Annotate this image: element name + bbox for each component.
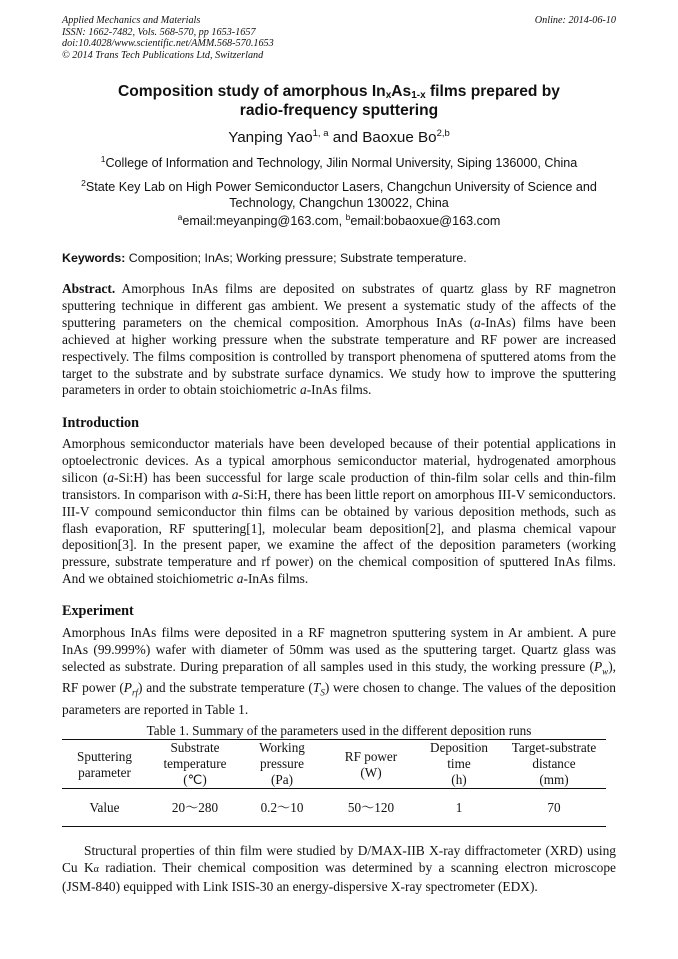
journal-doi[interactable]: doi:10.4028/www.scientific.net/AMM.568-570.1653	[62, 38, 274, 50]
section-heading-experiment: Experiment	[62, 603, 134, 619]
author-list: Yanping Yao$^{1, a}$ and Baoxue Bo$^{2,b}$	[228, 128, 450, 146]
email-link[interactable]: email:meyanping@163.com,	[182, 214, 346, 228]
table-header-cell: Substrate temperature (℃)	[163, 740, 227, 787]
paper-title	[62, 82, 616, 120]
journal-header	[62, 15, 274, 61]
author-affiliation-mark: 2,b	[436, 128, 450, 139]
abstract: Abstract. Amorphous InAs films are deposited on substrates of quartz glass by RF magnetron sputtering technique in different gas ambient. We present a systematic study of the affects of the sputtering parameters on the chemical composition. Amorphous InAs (a-InAs) films have been achieved at higher working pressure when the substrate temperature and RF power are increased respectively. The films composition is controlled by transport phenomena of sputtered atoms from the target to the substrate and by substrate surface dynamics. We study how to improve the sputtering parameters in order to obtain stoichiometric a-InAs films.	[62, 281, 616, 398]
experiment-paragraph: Amorphous InAs films were deposited in a RF magnetron sputtering system in Ar ambient. A pure InAs (99.999%) wafer with diameter of 50mm was used as the sputtering target. Quartz glass was selected as substrate. During preparation of all samples used in this study, the working pressure $(P_w)$, RF power $(P_{rf})$ and the substrate temperature $(T_S)$ were chosen to change. The values of the deposition parameters are reported in Table 1.	[62, 625, 616, 717]
table-bottom-rule	[62, 826, 606, 827]
table-cell: 70	[547, 800, 561, 815]
affiliation-1: $^1$College of Information and Technology, Jilin Normal University, Siping 136000, China	[100, 154, 578, 170]
journal-copyright: © 2014 Trans Tech Publications Ltd, Switzerland	[62, 49, 264, 61]
table-header-cell: RF power (W)	[344, 749, 398, 780]
author-name: Yanping Yao	[228, 129, 313, 146]
online-date: Online: 2014-06-10	[534, 15, 616, 26]
table-header-rule	[62, 788, 606, 789]
journal-name: Applied Mechanics and Materials	[62, 15, 201, 26]
table-header-cell: Deposition time (h)	[430, 740, 488, 787]
table-cell: Value	[89, 800, 120, 815]
title-line-1: Composition study of amorphous $In_xAs_{1-x}$ films prepared by	[118, 83, 560, 101]
keywords-label: Keywords:	[62, 251, 126, 265]
alpha-symbol: α	[93, 863, 99, 875]
author-emails: $^a$email:meyanping@163.com, $^b$email:bobaoxue@163.com	[177, 212, 501, 228]
author-name: Baoxue Bo	[362, 129, 437, 146]
keywords	[62, 251, 616, 266]
email-link[interactable]: email:bobaoxue@163.com	[350, 214, 501, 228]
title-line-2: radio-frequency sputtering	[239, 102, 439, 119]
table-cell: 50～120	[347, 800, 395, 815]
table-cell: 0.2～10	[260, 800, 304, 815]
table-cell: 20～280	[171, 800, 219, 815]
keywords-text: Composition; InAs; Working pressure; Substrate temperature.	[125, 251, 467, 265]
author-affiliation-mark: 1, a	[312, 128, 329, 139]
table-cell: 1	[455, 800, 463, 815]
abstract-label: Abstract.	[62, 281, 116, 296]
affiliation-2: $^2$State Key Lab on High Power Semiconductor Lasers, Changchun University of Science and Technology, Changchun 130022, China	[81, 178, 597, 210]
journal-issn: ISSN: 1662-7482, Vols. 568-570, pp 1653-1657	[62, 26, 256, 38]
table-caption: Table 1. Summary of the parameters used in the different deposition runs	[146, 723, 532, 738]
section-heading-introduction: Introduction	[62, 415, 139, 431]
parameters-table	[62, 738, 606, 828]
table-header-cell: Target-substrate distance (mm)	[511, 740, 597, 787]
characterization-paragraph: Structural properties of thin film were studied by D/MAX-IIB X-ray diffractometer (XRD) using Cu Kα radiation. Their chemical composition was determined by a scanning electron microscope (JSM-840) equipped with Link ISIS-30 an energy-dispersive X-ray spectrometer (EDX).	[62, 843, 616, 894]
table-header-cell: Sputtering parameter	[77, 749, 132, 780]
introduction-paragraph: Amorphous semiconductor materials have been developed because of their potential applications in optoelectronic devices. As a typical amorphous semiconductor material, hydrogenated amorphous silicon (a-Si:H) has been successful for large scale production of thin-film solar cells and thin-film transistors. In comparison with a-Si:H, there has been little report on amorphous III-V semiconductors. III-V compound semiconductor thin films can be obtained by various deposition methods, such as flash evaporation, RF sputtering[1], molecular beam deposition[2], and plasma chemical vapour deposition[3]. In the present paper, we examine the affect of the deposition parameters (working pressure, substrate temperature and rf power) on the chemical composition of sputtered InAs films. And we obtained stoichiometric a-InAs films.	[62, 436, 617, 587]
table-header-cell: Working pressure (Pa)	[259, 740, 305, 787]
